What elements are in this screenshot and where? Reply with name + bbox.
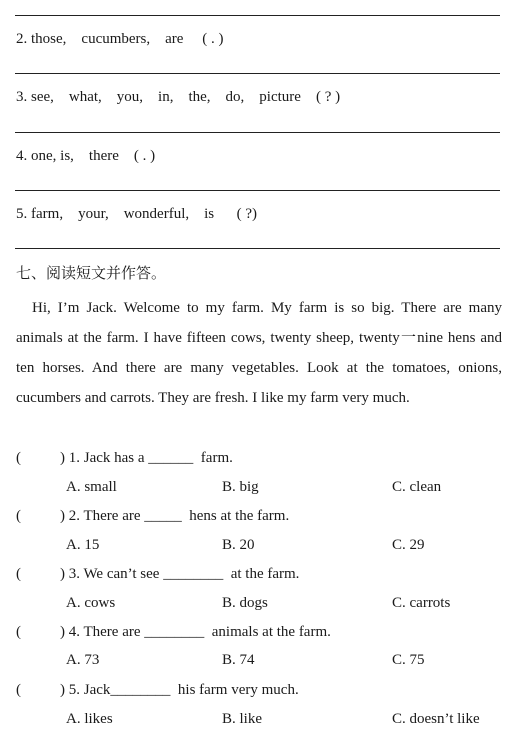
reading-passage: Hi, I’m Jack. Welcome to my farm. My farm is so big. There are many animals at the farm. I have fifteen cows, twenty sheep, twenty一nine hens and ten horses. And there are many vegetables. Look at the tomatoes, onions, cucumbers and carrots. They are fresh. I like my farm very much. [16, 300, 502, 406]
option-4b: B. 74 [222, 652, 255, 668]
sentence-item-5: 5. farm, your, wonderful, is ( ?) [16, 206, 258, 222]
answer-paren-3[interactable]: ( [16, 566, 21, 582]
option-5a: A. likes [66, 711, 113, 727]
option-2a: A. 15 [66, 537, 100, 553]
answer-paren-4[interactable]: ( [16, 624, 21, 640]
answer-line-4[interactable] [15, 190, 500, 191]
option-1c: C. clean [392, 479, 442, 495]
sentence-item-2: 2. those, cucumbers, are ( . ) [16, 31, 224, 47]
section-title: 七、阅读短文并作答。 [16, 266, 167, 282]
question-text-4: ) 4. There are ________ animals at the farm. [60, 624, 331, 640]
option-4a: A. 73 [66, 652, 100, 668]
question-text-5: ) 5. Jack________ his farm very much. [60, 682, 299, 698]
question-text-3: ) 3. We can’t see ________ at the farm. [60, 566, 300, 582]
option-1b: B. big [222, 479, 259, 495]
option-4c: C. 75 [392, 652, 425, 668]
option-3c: C. carrots [392, 595, 451, 611]
option-5b: B. like [222, 711, 262, 727]
question-text-1: ) 1. Jack has a ______ farm. [60, 450, 233, 466]
answer-paren-5[interactable]: ( [16, 682, 21, 698]
option-5c: C. doesn’t like [392, 711, 480, 727]
answer-paren-2[interactable]: ( [16, 508, 21, 524]
sentence-item-3: 3. see, what, you, in, the, do, picture ( ? ) [16, 89, 341, 105]
answer-paren-1[interactable]: ( [16, 450, 21, 466]
option-3a: A. cows [66, 595, 116, 611]
answer-line-3[interactable] [15, 132, 500, 133]
sentence-item-4: 4. one, is, there ( . ) [16, 148, 156, 164]
option-1a: A. small [66, 479, 117, 495]
option-2c: C. 29 [392, 537, 425, 553]
answer-line-1[interactable] [15, 15, 500, 16]
option-3b: B. dogs [222, 595, 268, 611]
answer-line-2[interactable] [15, 73, 500, 74]
answer-line-5[interactable] [15, 248, 500, 249]
option-2b: B. 20 [222, 537, 255, 553]
question-text-2: ) 2. There are _____ hens at the farm. [60, 508, 290, 524]
